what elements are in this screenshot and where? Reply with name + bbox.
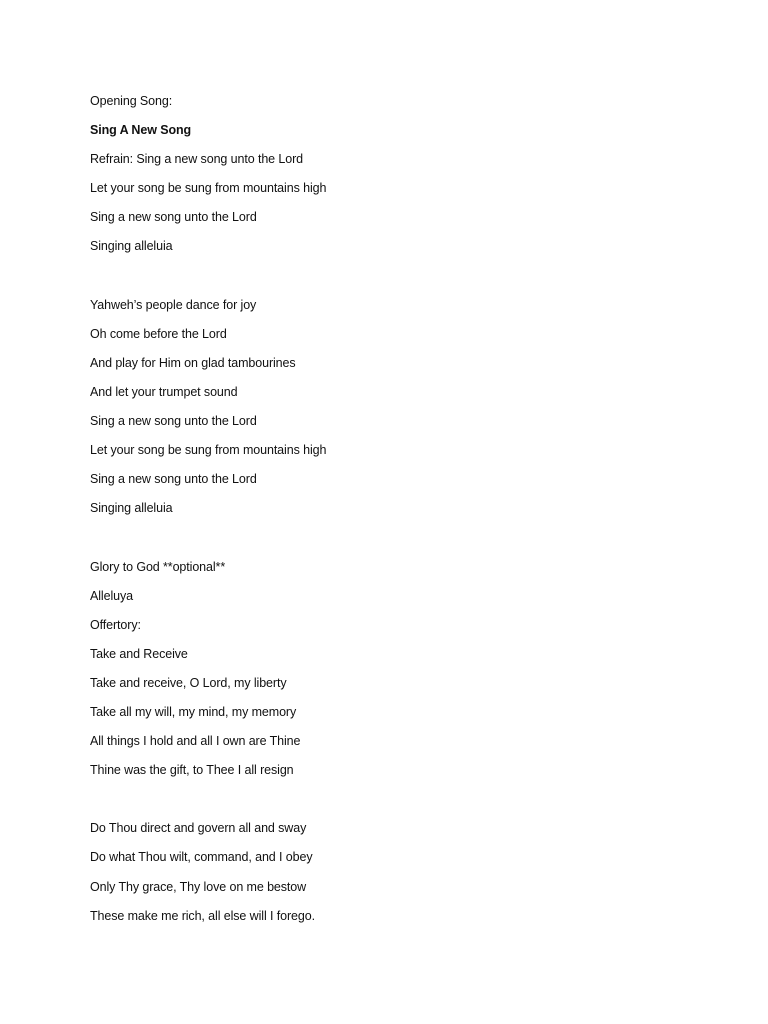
lyric-line: Do what Thou wilt, command, and I obey [90,850,313,865]
blank-line [90,525,690,554]
lyric-line: Do Thou direct and govern all and sway [90,821,307,836]
lyric-line: Sing a new song unto the Lord [90,210,257,225]
section-label-opening-song: Opening Song: [90,94,173,108]
lyric-line: Singing alleluia [90,239,173,254]
song-title-sing-a-new-song: Sing A New Song [90,123,192,138]
lyric-line: Thine was the gift, to Thee I all resign [90,763,294,778]
lyric-line: Oh come before the Lord [90,326,227,341]
blank-line [90,264,690,293]
song-lyrics [90,89,690,933]
lyric-line: Only Thy grace, Thy love on me bestow [90,879,307,894]
section-label-offertory: Offertory: [90,617,141,632]
lyric-line: Singing alleluia [90,501,173,516]
lyric-line: Sing a new song unto the Lord [90,414,257,429]
lyric-line: And let your trumpet sound [90,384,238,399]
lyric-line: Refrain: Sing a new song unto the Lord [90,152,304,167]
lyric-line: Take all my will, my mind, my memory [90,704,297,719]
section-label-alleluya: Alleluya [90,588,133,603]
lyric-line: All things I hold and all I own are Thine [90,734,301,749]
song-title-take-and-receive: Take and Receive [90,646,188,661]
section-label-glory-to-god: Glory to God **optional** [90,559,226,574]
lyric-line: Take and receive, O Lord, my liberty [90,675,287,690]
lyric-line: Let your song be sung from mountains high [90,443,327,458]
lyric-line: Sing a new song unto the Lord [90,472,257,487]
blank-line [90,787,690,816]
lyric-line: Yahweh’s people dance for joy [90,297,257,312]
lyric-line: And play for Him on glad tambourines [90,355,296,370]
lyric-line: These make me rich, all else will I forego. [90,908,315,923]
lyric-line: Let your song be sung from mountains high [90,181,327,196]
